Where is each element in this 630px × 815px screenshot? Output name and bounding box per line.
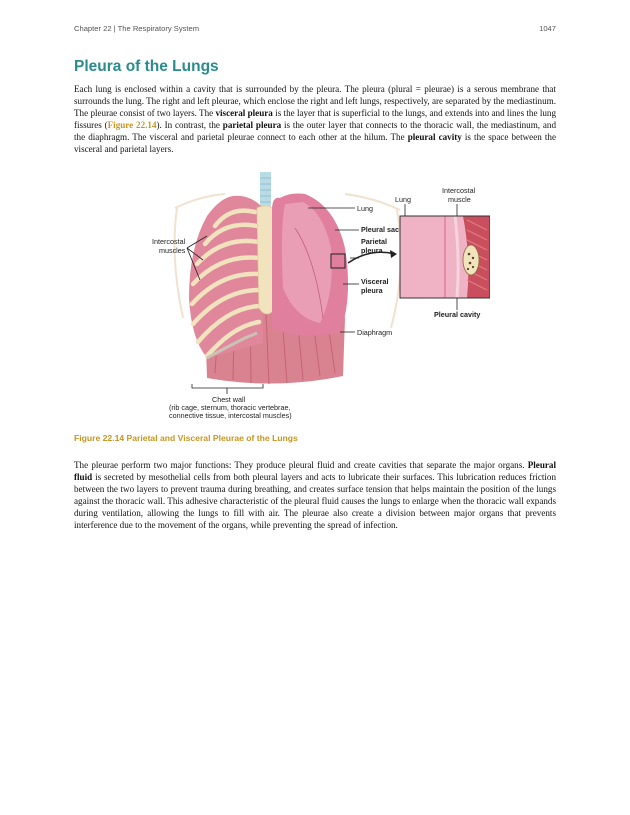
- zoom-arrowhead: [390, 250, 397, 258]
- label-pleural-sac: Pleural sac: [361, 225, 399, 234]
- term-parietal-pleura: parietal pleura: [222, 120, 282, 131]
- label-diaphragm: Diaphragm: [357, 328, 393, 337]
- paragraph-pleurae-functions: [74, 459, 556, 532]
- term-pleural-fluid: Pleural fluid: [74, 460, 556, 483]
- label-intercostal-muscle-1: Intercostal: [442, 186, 476, 195]
- label-pleural-cavity: Pleural cavity: [434, 310, 481, 319]
- pleurae-diagram: [145, 168, 490, 420]
- p1-text-4: is the outer layer that connects to the thoracic wall, the mediastinum, and the diaphragm. The visceral and parietal pleurae connect to each other at the hilum. The: [74, 120, 557, 143]
- header-page-number: 1047: [539, 24, 556, 33]
- p2-text-1: The pleurae perform two major functions: They produce pleural fluid and create cavities that separate the major organs.: [74, 460, 528, 470]
- term-visceral-pleura: visceral pleura: [215, 108, 273, 119]
- term-pleural-cavity: pleural cavity: [407, 132, 462, 143]
- running-header: [74, 24, 556, 33]
- label-lung: Lung: [357, 204, 373, 213]
- label-chest-wall-1: Chest wall: [212, 395, 246, 404]
- label-intercostal-muscles-1: Intercostal: [152, 237, 186, 246]
- p2-text-2: is secreted by mesothelial cells from both pleural layers and acts to lubricate their surfaces. This lubrication reduces friction between the two layers to prevent trauma during breathing, and creates surface tension that helps maintain the position of the lungs against the thoracic wall. This adhesive characteristic of the pleural fluid causes the lungs to enlarge when the thoracic wall expands during ventilation, allowing the lungs to fill with air. The pleurae also create a division between major organs that prevents interference due to the movement of the organs, while preventing the spread of infection.: [74, 472, 556, 531]
- p1-text-3: ). In contrast, the: [156, 120, 223, 131]
- label-parietal-pleura-2: pleura: [361, 246, 383, 255]
- p1-text-1: Each lung is enclosed within a cavity that is surrounded by the pleura. The pleura (plural = pleurae) is a serous membrane that surrounds the lung. The right and left pleurae, which enclose the right and left lungs, respectively, are separated by the mediastinum. The pleurae consist of two layers. The: [74, 84, 556, 119]
- label-chest-wall-2: (rib cage, sternum, thoracic vertebrae,: [169, 403, 291, 412]
- figure-reference-link[interactable]: Figure 22.14: [107, 120, 157, 131]
- label-visceral-pleura-1: Visceral: [361, 277, 389, 286]
- label-intercostal-muscles-2: muscles: [159, 246, 186, 255]
- label-parietal-pleura-1: Parietal: [361, 237, 387, 246]
- label-inset-lung: Lung: [395, 195, 411, 204]
- figure-pleurae-illustration: [145, 168, 490, 420]
- label-intercostal-muscle-2: muscle: [448, 195, 471, 204]
- figure-caption: Figure 22.14 Parietal and Visceral Pleurae of the Lungs: [74, 433, 298, 443]
- inset-detail: [400, 216, 490, 298]
- p1-text-2: is the layer that is superficial to the lungs, and extends into and lines the lung fissures (: [74, 108, 556, 131]
- label-chest-wall-3: connective tissue, intercostal muscles): [169, 411, 292, 420]
- paragraph-pleura-intro: [74, 83, 556, 156]
- section-title: Pleura of the Lungs: [74, 58, 219, 75]
- header-chapter-title: Chapter 22 | The Respiratory System: [74, 24, 200, 33]
- p1-text-5: is the space between the visceral and parietal layers.: [74, 132, 556, 155]
- label-visceral-pleura-2: pleura: [361, 286, 383, 295]
